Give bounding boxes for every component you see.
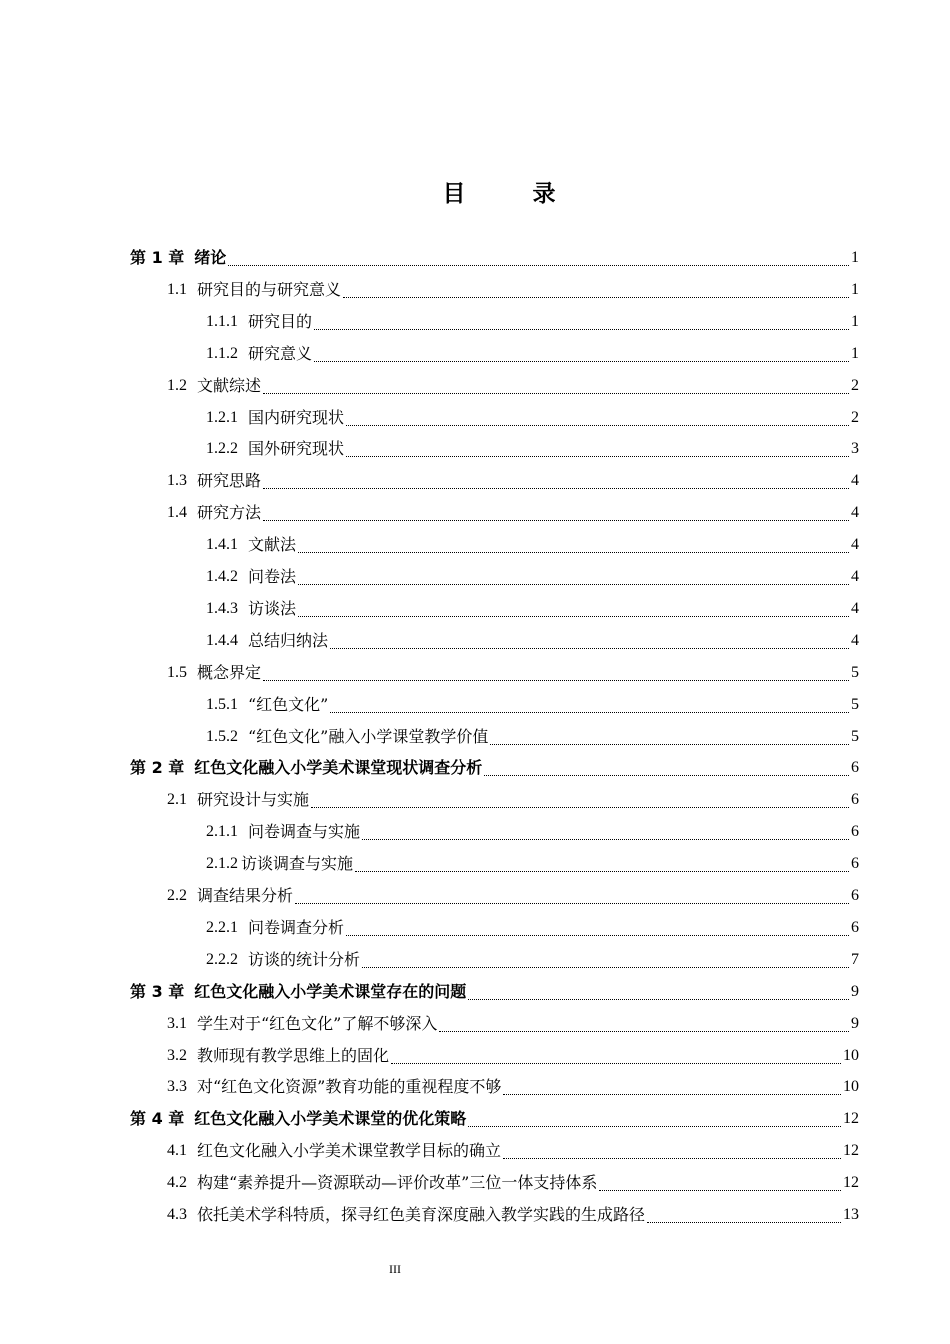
toc-entry-title: 构建“素养提升—资源联动—评价改革”三位一体支持体系: [197, 1173, 598, 1193]
toc-entry-page: 12: [843, 1142, 859, 1160]
toc-entry[interactable]: [206, 721, 859, 753]
toc-entry[interactable]: [206, 816, 859, 848]
toc-entry-number: 2.1: [167, 791, 187, 809]
toc-dot-leader: [263, 657, 849, 689]
toc-entry-title: 绪论: [194, 248, 227, 267]
toc-entry-number: 第 3 章: [130, 981, 185, 1001]
toc-entry-page: 13: [843, 1206, 859, 1223]
toc-dot-leader: [263, 497, 849, 529]
toc-dot-leader: [362, 816, 849, 848]
toc-entry-number: 4.1: [167, 1142, 187, 1160]
toc-entry-number: 1.1.2: [206, 344, 238, 362]
toc-dot-leader: [391, 1040, 841, 1072]
toc-entry-title: 调查结果分析: [197, 886, 294, 905]
toc-entry-page: 4: [851, 536, 859, 554]
toc-entry[interactable]: [206, 625, 859, 657]
toc-entry-title: 访谈调查与实施: [241, 854, 354, 874]
toc-entry-page: 1: [851, 280, 859, 298]
toc-entry-title: 问卷调查分析: [248, 917, 345, 937]
toc-entry-number: 第 1 章: [130, 248, 185, 267]
toc-entry-title: 研究目的与研究意义: [197, 279, 342, 299]
toc-dot-leader: [295, 880, 849, 912]
toc-entry-page: 2: [851, 376, 859, 394]
toc-dot-leader: [362, 944, 849, 976]
toc-entry-number: 1.1: [167, 280, 187, 298]
toc-dot-leader: [468, 976, 849, 1008]
toc-entry-title: “红色文化”: [248, 694, 329, 714]
toc-entry-title: 访谈法: [248, 598, 297, 618]
toc-entry-number: 1.4.2: [206, 568, 238, 585]
toc-entry[interactable]: [206, 593, 859, 625]
toc-entry[interactable]: [206, 912, 859, 944]
toc-entry-page: 7: [851, 950, 859, 968]
toc-dot-leader: [346, 912, 849, 944]
toc-dot-leader: [484, 752, 849, 784]
toc-entry-title: 研究意义: [248, 343, 313, 363]
toc-entry[interactable]: [167, 1135, 859, 1167]
toc-entry-title: 红色文化融入小学美术课堂存在的问题: [194, 981, 467, 1001]
toc-entry-number: 3.3: [167, 1078, 187, 1096]
toc-entry-page: 1: [851, 344, 859, 362]
toc-entry-page: 9: [851, 1014, 859, 1032]
toc-entry-number: 第 2 章: [130, 758, 185, 778]
toc-dot-leader: [311, 784, 849, 816]
toc-entry-number: 2.2: [167, 887, 187, 904]
toc-entry-page: 1: [851, 312, 859, 330]
toc-entry[interactable]: [206, 848, 859, 880]
toc-entry-page: 10: [843, 1046, 859, 1064]
toc-entry[interactable]: [167, 1008, 859, 1040]
toc-entry-page: 6: [851, 791, 859, 809]
toc-entry[interactable]: [130, 242, 859, 274]
toc-entry-title: 概念界定: [197, 662, 262, 682]
toc-entry-title: 国外研究现状: [248, 439, 345, 459]
toc-entry[interactable]: [206, 433, 859, 465]
toc-dot-leader: [346, 433, 849, 465]
toc-entry-page: 6: [851, 855, 859, 873]
toc-entry-title: “红色文化”融入小学课堂教学价值: [248, 726, 489, 746]
toc-dot-leader: [298, 593, 849, 625]
toc-entry-title: 访谈的统计分析: [248, 949, 361, 969]
toc-dot-leader: [355, 848, 849, 880]
toc-entry-number: 4.3: [167, 1206, 187, 1223]
toc-entry[interactable]: [167, 1040, 859, 1072]
toc-entry-title: 研究方法: [197, 503, 262, 523]
toc-dot-leader: [503, 1135, 841, 1167]
toc-entry-number: 2.1.2: [206, 855, 238, 873]
page-number: III: [389, 1262, 401, 1276]
toc-entry-number: 1.2: [167, 376, 187, 394]
toc-entry-number: 1.2.1: [206, 408, 238, 426]
toc-entry-number: 1.4.1: [206, 536, 238, 554]
toc-entry-title: 国内研究现状: [248, 407, 345, 427]
toc-entry-title: 问卷法: [248, 567, 297, 586]
toc-entry-number: 1.4.3: [206, 599, 238, 617]
toc-dot-leader: [599, 1167, 841, 1199]
toc-entry[interactable]: [167, 497, 859, 529]
toc-entry-title: 红色文化融入小学美术课堂现状调查分析: [194, 758, 483, 778]
toc-dot-leader: [263, 465, 849, 497]
toc-entry-title: 文献法: [248, 535, 297, 555]
toc-entry-page: 4: [851, 631, 859, 649]
toc-entry[interactable]: [167, 370, 859, 402]
toc-entry-title: 依托美术学科特质，探寻红色美育深度融入教学实践的生成路径: [197, 1205, 646, 1224]
toc-entry-number: 2.1.1: [206, 823, 238, 841]
page-title: 目 录: [442, 181, 578, 207]
toc-entry[interactable]: [167, 465, 859, 497]
toc-dot-leader: [228, 242, 849, 274]
toc-dot-leader: [298, 529, 849, 561]
toc-entry-number: 2.2.2: [206, 950, 238, 968]
toc-entry-number: 1.4.4: [206, 631, 238, 649]
toc-entry-number: 2.2.1: [206, 918, 238, 936]
toc-entry-title: 对“红色文化资源”教育功能的重视程度不够: [197, 1077, 502, 1097]
toc-entry[interactable]: [130, 976, 859, 1008]
toc-dot-leader: [330, 689, 849, 721]
toc-entry-title: 问卷调查与实施: [248, 822, 361, 842]
toc-entry-number: 1.5.1: [206, 695, 238, 713]
toc-entry-number: 1.2.2: [206, 440, 238, 458]
toc-entry[interactable]: [206, 306, 859, 338]
toc-entry-title: 学生对于“红色文化”了解不够深入: [197, 1013, 438, 1033]
toc-entry-page: 4: [851, 568, 859, 585]
toc-entry-page: 10: [843, 1078, 859, 1096]
toc-entry-number: 第 4 章: [130, 1109, 185, 1129]
toc-dot-leader: [439, 1008, 849, 1040]
toc-entry-page: 2: [851, 408, 859, 426]
toc-entry-title: 红色文化融入小学美术课堂教学目标的确立: [197, 1141, 502, 1161]
toc-dot-leader: [647, 1199, 841, 1231]
toc-entry[interactable]: [167, 1167, 859, 1199]
toc-entry-page: 6: [851, 823, 859, 841]
toc-dot-leader: [346, 402, 849, 434]
toc-entry-page: 6: [851, 887, 859, 904]
toc-entry-page: 12: [843, 1110, 859, 1128]
toc-entry-page: 9: [851, 982, 859, 1000]
toc-entry-title: 红色文化融入小学美术课堂的优化策略: [194, 1109, 467, 1129]
toc-entry-number: 3.2: [167, 1046, 187, 1064]
toc-entry[interactable]: [206, 338, 859, 370]
toc-entry-number: 1.3: [167, 472, 187, 490]
toc-entry[interactable]: [206, 944, 859, 976]
toc-dot-leader: [314, 338, 849, 370]
toc-dot-leader: [343, 274, 849, 306]
toc-entry[interactable]: [206, 561, 859, 593]
toc-entry[interactable]: [167, 784, 859, 816]
toc-dot-leader: [314, 306, 849, 338]
toc-entry-number: 1.4: [167, 504, 187, 522]
toc-entry-number: 1.5.2: [206, 727, 238, 745]
toc-entry-title: 文献综述: [197, 375, 262, 395]
toc-dot-leader: [503, 1071, 841, 1103]
toc-entry[interactable]: [167, 657, 859, 689]
toc-entry[interactable]: [167, 1199, 859, 1231]
toc-entry[interactable]: [130, 752, 859, 784]
toc-entry[interactable]: [206, 689, 859, 721]
toc-entry-title: 研究设计与实施: [197, 790, 310, 810]
toc-entry[interactable]: [130, 1103, 859, 1135]
toc-dot-leader: [298, 561, 849, 593]
toc-dot-leader: [468, 1103, 841, 1135]
toc-dot-leader: [330, 625, 849, 657]
toc-entry-title: 研究思路: [197, 471, 262, 491]
toc-entry[interactable]: [167, 274, 859, 306]
toc-entry-page: 12: [843, 1174, 859, 1192]
toc-entry-page: 5: [851, 695, 859, 713]
toc-entry-title: 教师现有教学思维上的固化: [197, 1045, 390, 1065]
toc-entry-number: 3.1: [167, 1014, 187, 1032]
toc-dot-leader: [490, 721, 849, 753]
toc-entry-page: 4: [851, 504, 859, 522]
toc-entry[interactable]: [167, 880, 859, 912]
toc-entry-number: 1.1.1: [206, 312, 238, 330]
toc-entry-page: 5: [851, 727, 859, 745]
toc-entry-title: 研究目的: [248, 311, 313, 331]
toc-entry-page: 1: [851, 249, 859, 266]
toc-entry-title: 总结归纳法: [248, 630, 329, 650]
toc-entry-number: 1.5: [167, 663, 187, 681]
toc-entry[interactable]: [206, 402, 859, 434]
toc-dot-leader: [263, 370, 849, 402]
toc-entry-page: 4: [851, 599, 859, 617]
toc-entry-page: 6: [851, 759, 859, 777]
toc-entry[interactable]: [206, 529, 859, 561]
toc-entry-page: 5: [851, 663, 859, 681]
toc-entry-page: 3: [851, 440, 859, 458]
toc-entry-number: 4.2: [167, 1174, 187, 1192]
toc-entry[interactable]: [167, 1071, 859, 1103]
toc-entry-page: 6: [851, 918, 859, 936]
toc-entry-page: 4: [851, 472, 859, 490]
